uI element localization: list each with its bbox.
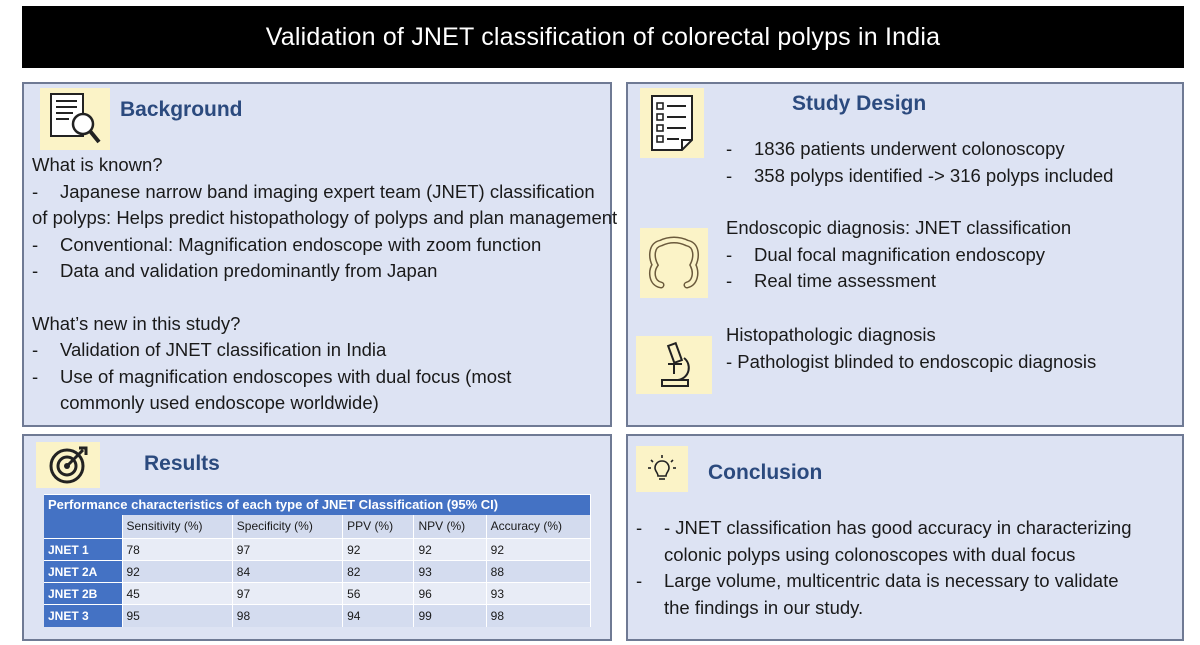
table-header-cell bbox=[44, 515, 122, 539]
known-item-3: - Data and validation predominantly from Japan bbox=[32, 260, 438, 281]
table-cell: 95 bbox=[122, 605, 232, 627]
table-header-cell: PPV (%) bbox=[343, 515, 414, 539]
table-cell: 78 bbox=[122, 539, 232, 561]
table-cell: 94 bbox=[343, 605, 414, 627]
table-row-label: JNET 2A bbox=[44, 561, 122, 583]
results-panel bbox=[22, 434, 612, 641]
table-cell: 92 bbox=[343, 539, 414, 561]
microscope-icon bbox=[636, 336, 712, 394]
background-text bbox=[32, 152, 617, 417]
table-cell: 56 bbox=[343, 583, 414, 605]
conclusion-item-2: - Large volume, multicentric data is necessary to validate bbox=[636, 570, 1119, 591]
histo-item-1: - Pathologist blinded to endoscopic diagnosis bbox=[726, 350, 1097, 372]
conclusion-panel bbox=[626, 434, 1184, 641]
table-cell: 82 bbox=[343, 561, 414, 583]
table-header-cell: Accuracy (%) bbox=[486, 515, 590, 539]
table-header-cell: Sensitivity (%) bbox=[122, 515, 232, 539]
table-cell: 92 bbox=[486, 539, 590, 561]
table-header-cell: Specificity (%) bbox=[232, 515, 342, 539]
table-cell: 98 bbox=[232, 605, 342, 627]
colon-icon bbox=[640, 228, 708, 298]
table-row-label: JNET 2B bbox=[44, 583, 122, 605]
background-panel bbox=[22, 82, 618, 427]
background-heading: Background bbox=[120, 98, 243, 121]
new-title: What’s new in this study? bbox=[32, 312, 241, 334]
table-cell: 92 bbox=[414, 539, 486, 561]
table-cell: 93 bbox=[486, 583, 590, 605]
lightbulb-icon bbox=[636, 446, 688, 492]
known-item-1: - Japanese narrow band imaging expert team (JNET) classification bbox=[32, 180, 595, 202]
table-caption: Performance characteristics of each type of JNET Classification (95% CI) bbox=[44, 495, 591, 515]
conclusion-item-1: - - JNET classification has good accuracy in characterizing bbox=[636, 517, 1132, 538]
study-design-panel bbox=[626, 82, 1184, 427]
known-title: What is known? bbox=[32, 154, 163, 175]
table-row bbox=[44, 583, 591, 605]
table-cell: 88 bbox=[486, 561, 590, 583]
target-icon bbox=[36, 442, 100, 488]
table-row-label: JNET 1 bbox=[44, 539, 122, 561]
table-cell: 84 bbox=[232, 561, 342, 583]
endo-item-2: - Real time assessment bbox=[726, 270, 936, 291]
new-item-2-cont: commonly used endoscope worldwide) bbox=[60, 392, 379, 413]
endo-item-1: - Dual focal magnification endoscopy bbox=[726, 243, 1046, 265]
study-design-heading: Study Design bbox=[792, 92, 927, 115]
study-design-bullets bbox=[726, 136, 1113, 189]
new-item-1: - Validation of JNET classification in India bbox=[32, 339, 387, 360]
performance-table bbox=[44, 494, 591, 627]
table-row-label: JNET 3 bbox=[44, 605, 122, 627]
known-item-1-cont: of polyps: Helps predict histopathology of polyps and plan management bbox=[32, 207, 618, 228]
results-heading: Results bbox=[144, 452, 220, 475]
table-row bbox=[44, 539, 591, 561]
page-title: Validation of JNET classification of colorectal polyps in India bbox=[22, 6, 1184, 68]
table-cell: 92 bbox=[122, 561, 232, 583]
design-item-1: - 1836 patients underwent colonoscopy bbox=[726, 138, 1065, 159]
endoscopic-section bbox=[726, 215, 1071, 295]
table-cell: 97 bbox=[232, 583, 342, 605]
conclusion-item-2-cont: the findings in our study. bbox=[664, 596, 864, 618]
checklist-icon bbox=[640, 88, 704, 158]
endoscopic-title: Endoscopic diagnosis: JNET classification bbox=[726, 217, 1072, 238]
new-item-2: - Use of magnification endoscopes with dual focus (most bbox=[32, 365, 512, 387]
document-magnifier-icon bbox=[40, 88, 110, 150]
histopathologic-section bbox=[726, 322, 1096, 375]
histo-title: Histopathologic diagnosis bbox=[726, 324, 936, 345]
conclusion-text bbox=[636, 515, 1132, 621]
table-cell: 45 bbox=[122, 583, 232, 605]
conclusion-item-1-cont: colonic polyps using colonoscopes with dual focus bbox=[664, 543, 1076, 565]
table-cell: 93 bbox=[414, 561, 486, 583]
table-header-row bbox=[44, 515, 591, 539]
conclusion-heading: Conclusion bbox=[708, 461, 823, 484]
table-row bbox=[44, 605, 591, 627]
table-row bbox=[44, 561, 591, 583]
table-cell: 99 bbox=[414, 605, 486, 627]
table-cell: 98 bbox=[486, 605, 590, 627]
table-cell: 96 bbox=[414, 583, 486, 605]
table-header-cell: NPV (%) bbox=[414, 515, 486, 539]
design-item-2: - 358 polyps identified -> 316 polyps included bbox=[726, 164, 1114, 186]
table-cell: 97 bbox=[232, 539, 342, 561]
known-item-2: - Conventional: Magnification endoscope with zoom function bbox=[32, 233, 542, 255]
